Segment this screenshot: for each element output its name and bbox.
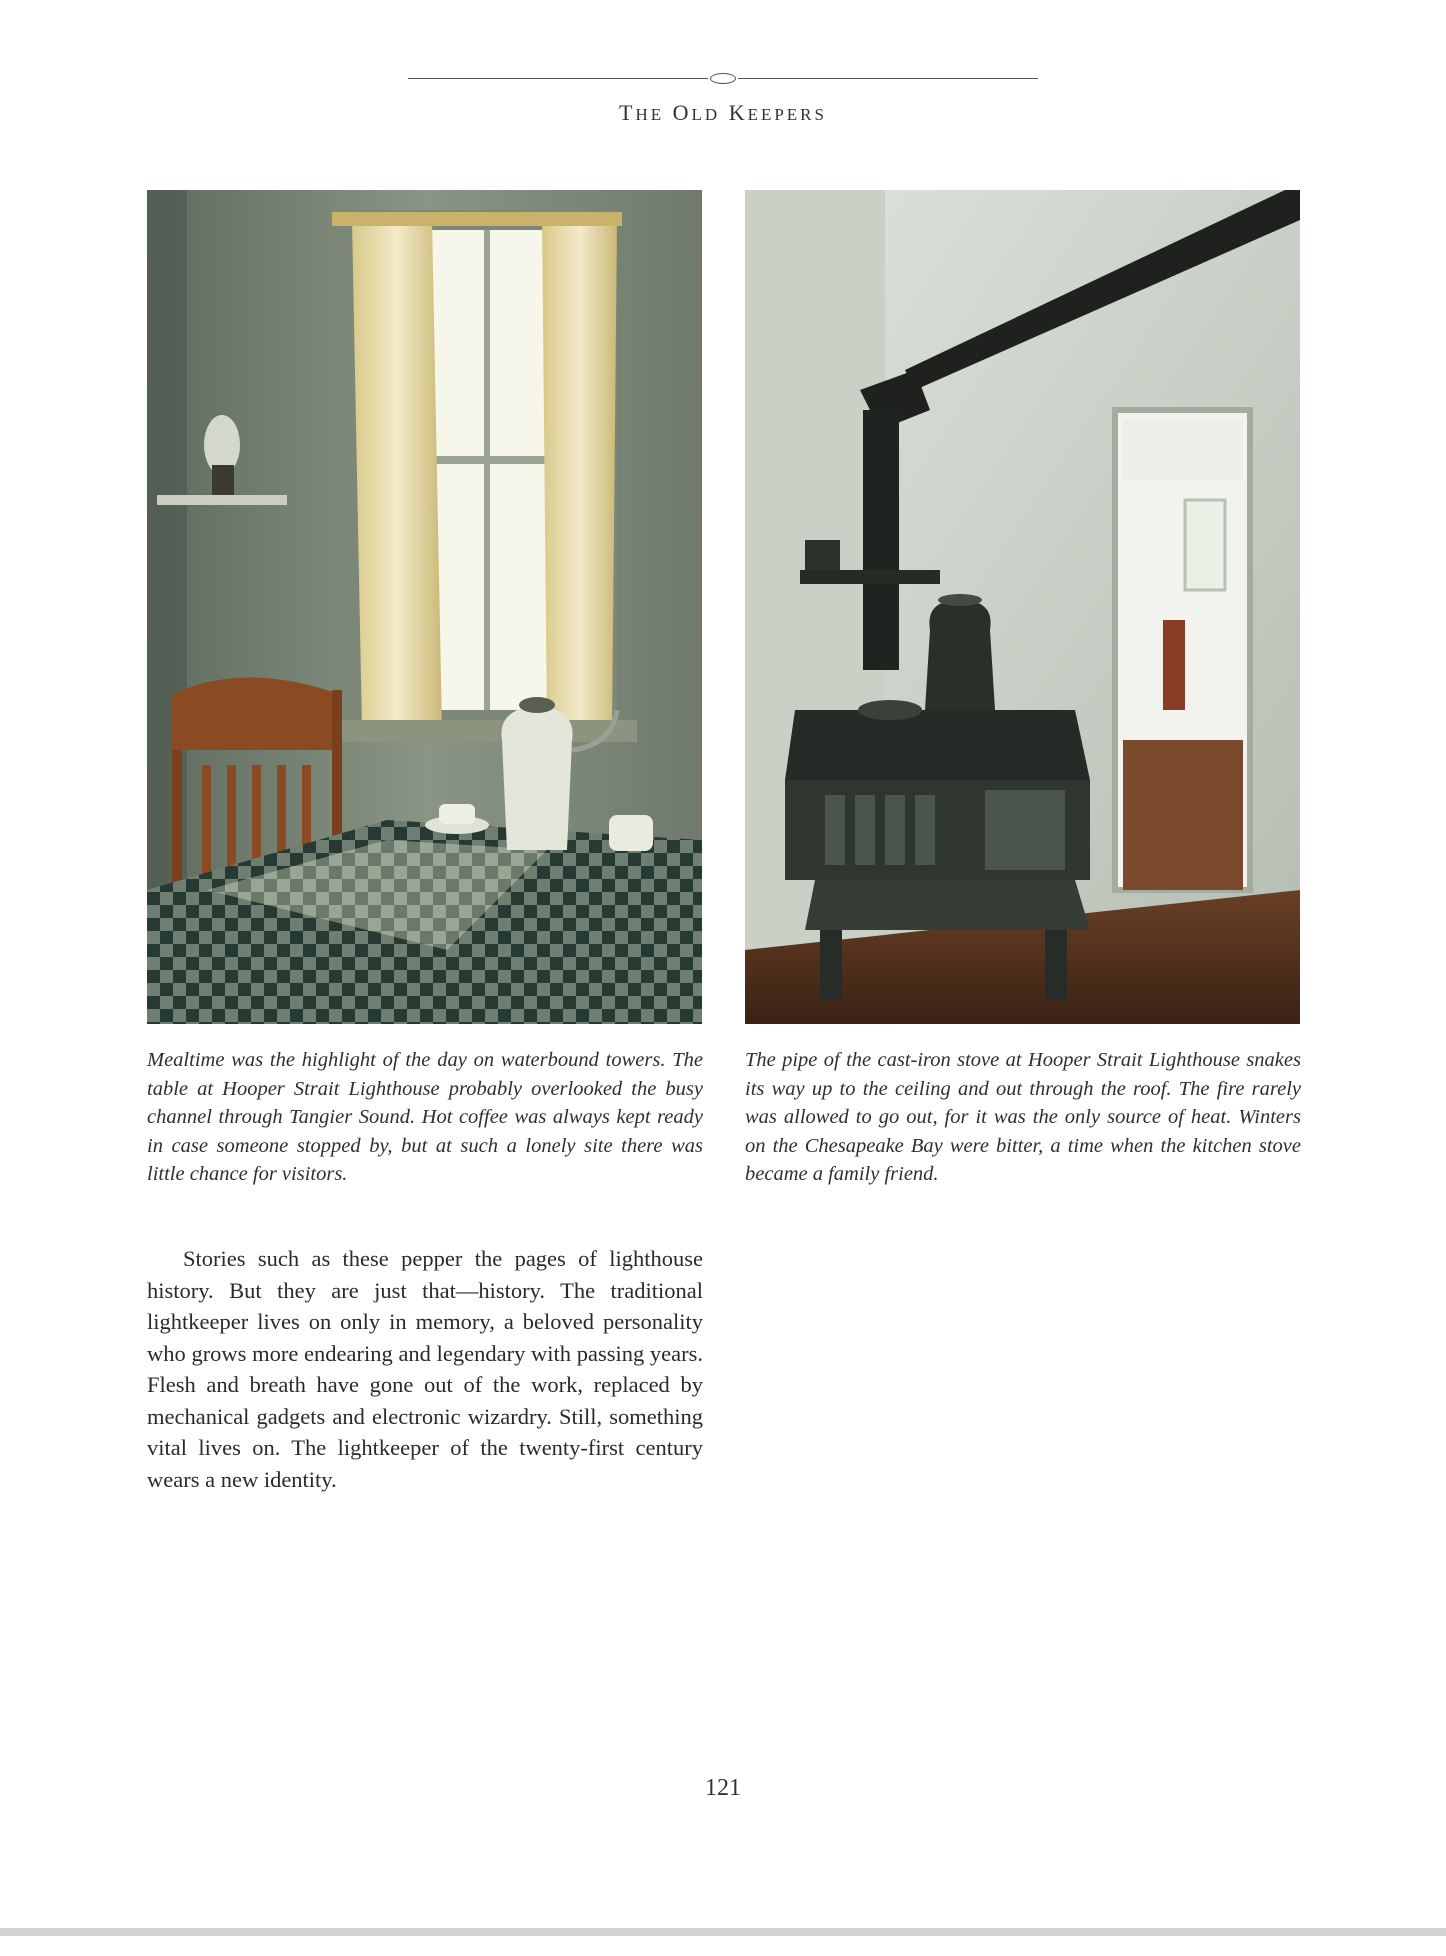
running-head-rest-2: LD: [691, 105, 721, 124]
bottom-scroll-bar: [0, 1928, 1446, 1936]
caption-cast-iron-stove: The pipe of the cast-iron stove at Hooper Strait Lighthouse snakes its way up to the ceiling and out through the roof. The fire rarely was allowed to go out, for it was the only source of heat. Winters on the Chesapeake Bay were bitter, a time when the kitchen stove became a family friend.: [745, 1049, 1301, 1185]
photo-cast-iron-stove: [745, 190, 1300, 1024]
rule-line-right: [738, 78, 1038, 79]
running-head-cap-2: O: [672, 100, 692, 125]
header-ornament-rule: [408, 70, 1038, 88]
running-head-rest-3: EEPERS: [747, 105, 827, 124]
rule-oval-ornament: [710, 73, 736, 84]
caption-kitchen-table: Mealtime was the highlight of the day on waterbound towers. The table at Hooper Strait Lighthouse probably overlooked the busy channel through Tangier Sound. Hot coffee was always kept ready in case someone stopped by, but at such a lonely site there was little chance for visitors.: [147, 1049, 703, 1185]
photo-cast-iron-stove-illustration: [745, 190, 1300, 1024]
photo-kitchen-table-illustration: [147, 190, 702, 1024]
running-head: [408, 100, 1038, 126]
body-paragraph: Stories such as these pepper the pages of lighthouse history. But they are just that—history. The traditional lightkeeper lives on only in memory, a beloved personality who grows more endearing and legendary with passing years. Flesh and breath have gone out of the work, replaced by mechanical gadgets and electronic wizardry. Still, something vital lives on. The lightkeeper of the twenty-first century wears a new identity.: [147, 1246, 703, 1492]
page-number: 121: [705, 1775, 741, 1801]
running-head-cap-1: T: [619, 100, 636, 125]
rule-line-left: [408, 78, 708, 79]
running-head-rest-1: HE: [635, 105, 665, 124]
running-head-cap-3: K: [728, 100, 748, 125]
photo-kitchen-table: [147, 190, 702, 1024]
